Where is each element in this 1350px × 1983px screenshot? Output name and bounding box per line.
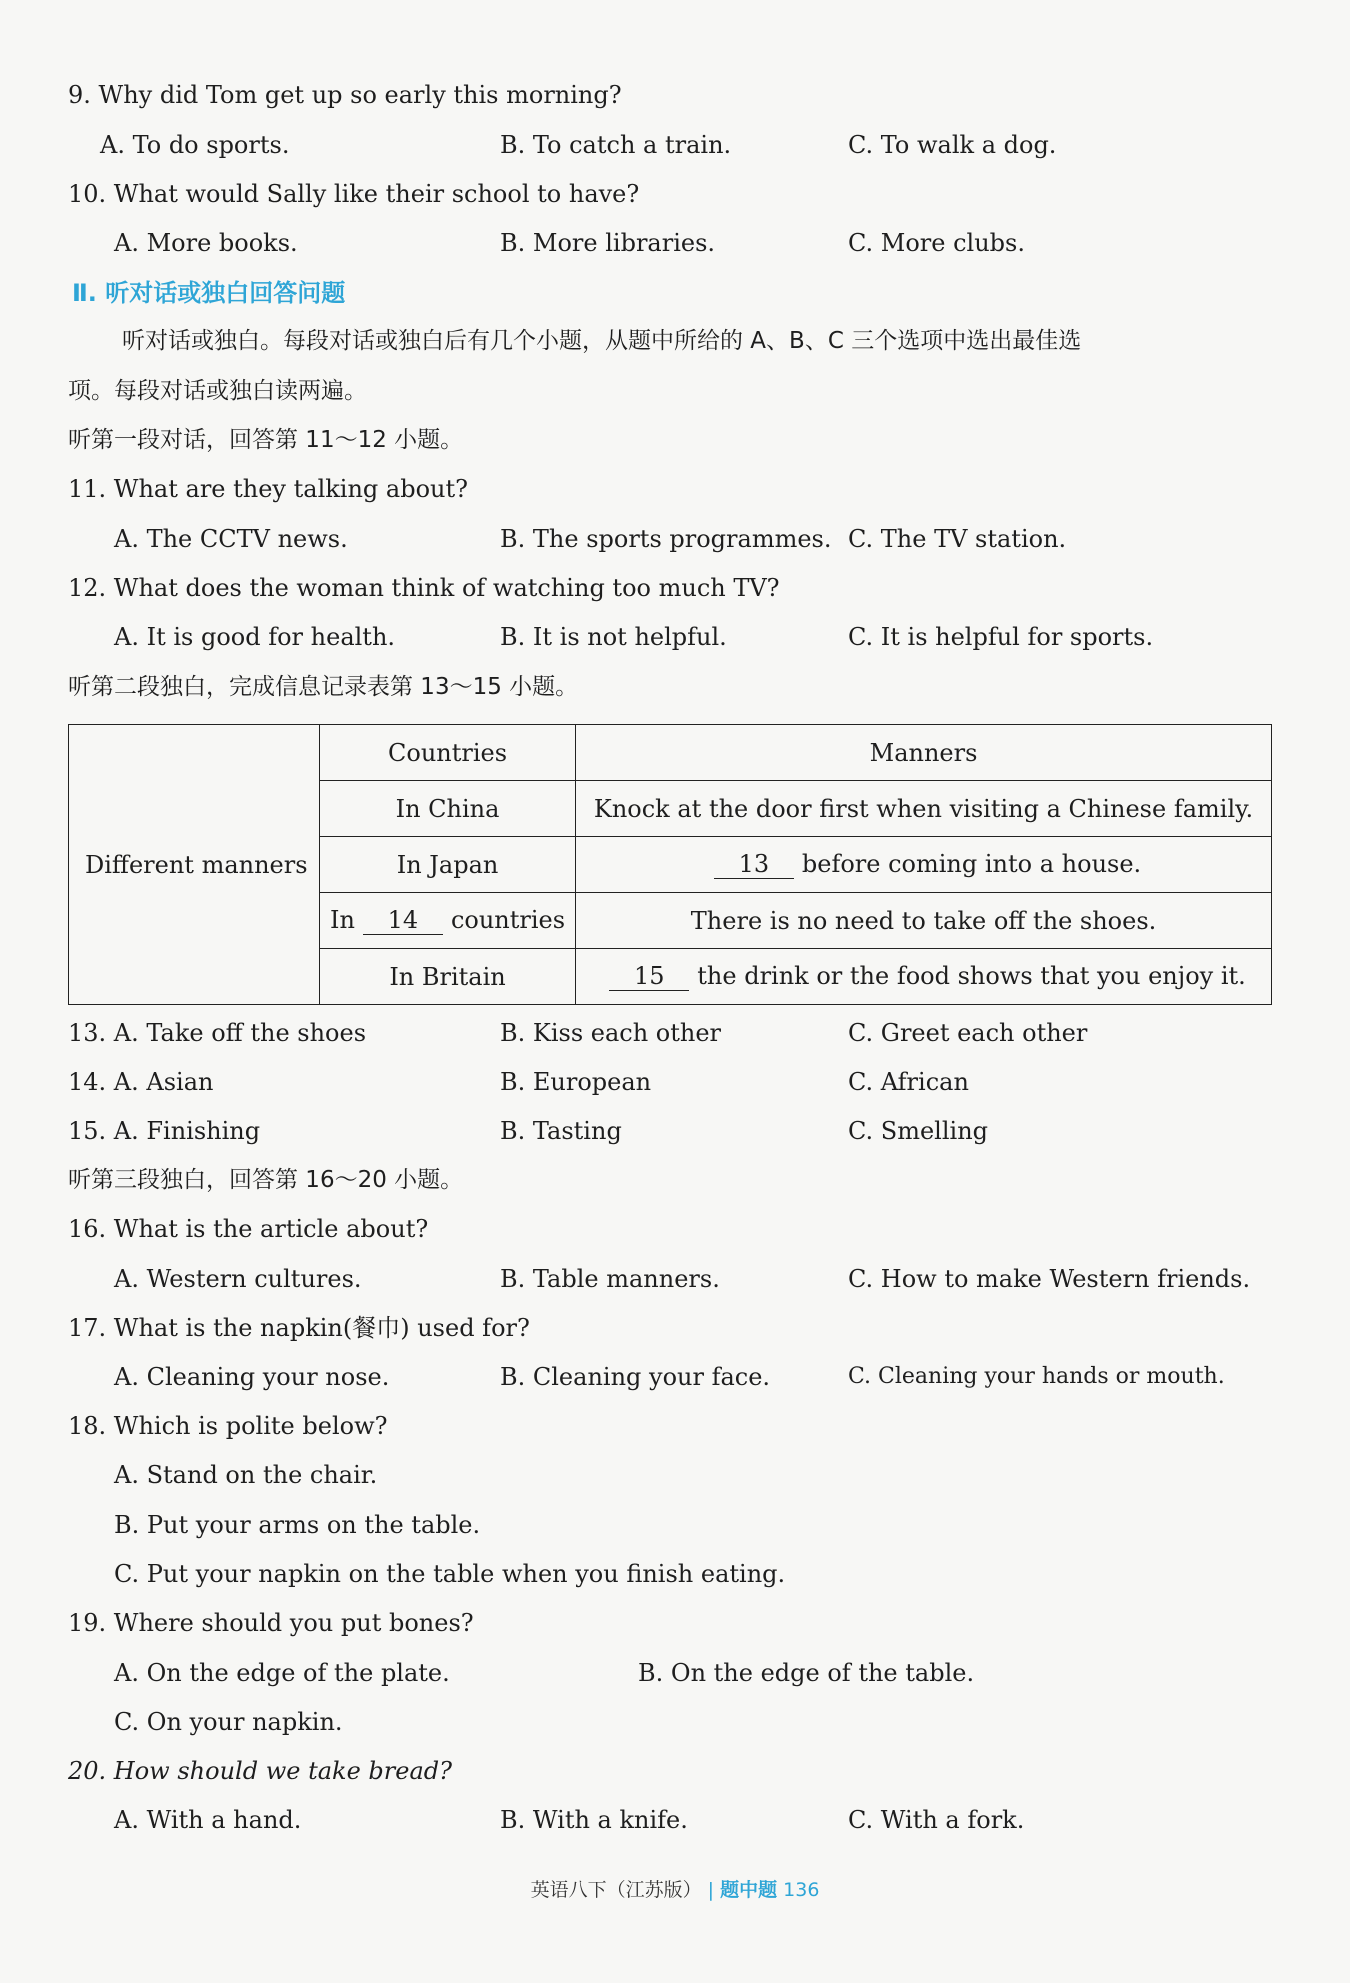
q16-option-a: A. Western cultures.	[114, 1265, 362, 1293]
question-17: 17. What is the napkin(餐巾) used for?	[68, 1314, 530, 1342]
column-header-countries: Countries	[320, 725, 576, 781]
part-1-heading: 听第一段对话，回答第 11～12 小题。	[68, 427, 464, 453]
part-3-heading: 听第三段独白，回答第 16～20 小题。	[68, 1167, 464, 1193]
section-title: Ⅱ. 听对话或独白回答问题	[72, 279, 346, 307]
manner-text: before coming into a house.	[801, 850, 1142, 878]
question-11: 11. What are they talking about?	[68, 475, 468, 503]
q19-option-a: A. On the edge of the plate.	[114, 1659, 450, 1687]
q15-option-c: C. Smelling	[848, 1117, 989, 1145]
question-14: 14. A. Asian	[68, 1068, 214, 1096]
q14-option-b: B. European	[500, 1068, 652, 1096]
q19-option-c: C. On your napkin.	[114, 1708, 343, 1736]
q14-option-c: C. African	[848, 1068, 969, 1096]
q10-option-c: C. More clubs.	[848, 229, 1025, 257]
country-prefix: In	[330, 906, 355, 934]
question-13: 13. A. Take off the shoes	[68, 1019, 367, 1047]
q20-option-c: C. With a fork.	[848, 1806, 1025, 1834]
question-10: 10. What would Sally like their school to have?	[68, 180, 640, 208]
table-cell-country: In China	[320, 781, 576, 837]
question-18: 18. Which is polite below?	[68, 1412, 388, 1440]
q10-option-b: B. More libraries.	[500, 229, 716, 257]
answer-blank-13: 13	[714, 850, 794, 879]
country-suffix: countries	[450, 906, 566, 934]
table-cell-manner	[576, 837, 1272, 893]
question-20: 20. How should we take bread?	[68, 1757, 452, 1785]
q11-option-b: B. The sports programmes.	[500, 525, 832, 553]
q9-option-a: A. To do sports.	[100, 131, 290, 159]
q13-option-b: B. Kiss each other	[500, 1019, 722, 1047]
q15-option-b: B. Tasting	[500, 1117, 622, 1145]
q16-option-b: B. Table manners.	[500, 1265, 720, 1293]
q20-option-a: A. With a hand.	[114, 1806, 302, 1834]
q16-option-c: C. How to make Western friends.	[848, 1265, 1251, 1293]
q19-option-b: B. On the edge of the table.	[638, 1659, 975, 1687]
question-19: 19. Where should you put bones?	[68, 1609, 474, 1637]
q11-option-c: C. The TV station.	[848, 525, 1067, 553]
q17-option-b: B. Cleaning your face.	[500, 1363, 771, 1391]
question-16: 16. What is the article about?	[68, 1215, 429, 1243]
q12-option-c: C. It is helpful for sports.	[848, 623, 1154, 651]
manners-table	[68, 724, 1272, 1005]
table-cell-country: In Britain	[320, 949, 576, 1005]
book-title: 英语八下（江苏版）	[530, 1879, 702, 1901]
q9-option-b: B. To catch a train.	[500, 131, 732, 159]
q12-option-b: B. It is not helpful.	[500, 623, 727, 651]
table-cell-manner: There is no need to take off the shoes.	[576, 893, 1272, 949]
table-cell-manner	[576, 949, 1272, 1005]
table-cell-manner: Knock at the door first when visiting a Chinese family.	[576, 781, 1272, 837]
question-15: 15. A. Finishing	[68, 1117, 261, 1145]
table-row-header: Different manners	[69, 725, 320, 1005]
table-cell-country	[320, 893, 576, 949]
q18-option-b: B. Put your arms on the table.	[114, 1511, 481, 1539]
q12-option-a: A. It is good for health.	[114, 623, 396, 651]
q20-option-b: B. With a knife.	[500, 1806, 688, 1834]
q13-option-c: C. Greet each other	[848, 1019, 1088, 1047]
question-9: 9. Why did Tom get up so early this morning?	[68, 81, 622, 109]
q18-option-a: A. Stand on the chair.	[114, 1461, 378, 1489]
manner-text: the drink or the food shows that you enjoy it.	[697, 962, 1246, 990]
q18-option-c: C. Put your napkin on the table when you finish eating.	[114, 1560, 786, 1588]
section-instruction-line2: 项。每段对话或独白读两遍。	[68, 378, 367, 404]
q17-option-c: C. Cleaning your hands or mouth.	[848, 1364, 1225, 1389]
table-cell-country: In Japan	[320, 837, 576, 893]
q9-option-c: C. To walk a dog.	[848, 131, 1057, 159]
q11-option-a: A. The CCTV news.	[114, 525, 348, 553]
question-12: 12. What does the woman think of watching too much TV?	[68, 574, 780, 602]
page-number: 136	[783, 1879, 820, 1901]
section-instruction-line1: 听对话或独白。每段对话或独白后有几个小题，从题中所给的 A、B、C 三个选项中选出最佳选	[122, 328, 1082, 354]
part-2-heading: 听第二段独白，完成信息记录表第 13～15 小题。	[68, 674, 579, 700]
page-footer: 英语八下（江苏版） | 题中题 136	[530, 1879, 820, 1901]
column-header-manners: Manners	[576, 725, 1272, 781]
answer-blank-15: 15	[609, 962, 689, 991]
answer-blank-14: 14	[363, 906, 443, 935]
q10-option-a: A. More books.	[114, 229, 298, 257]
q17-option-a: A. Cleaning your nose.	[114, 1363, 390, 1391]
brand-name: 题中题	[720, 1879, 778, 1901]
